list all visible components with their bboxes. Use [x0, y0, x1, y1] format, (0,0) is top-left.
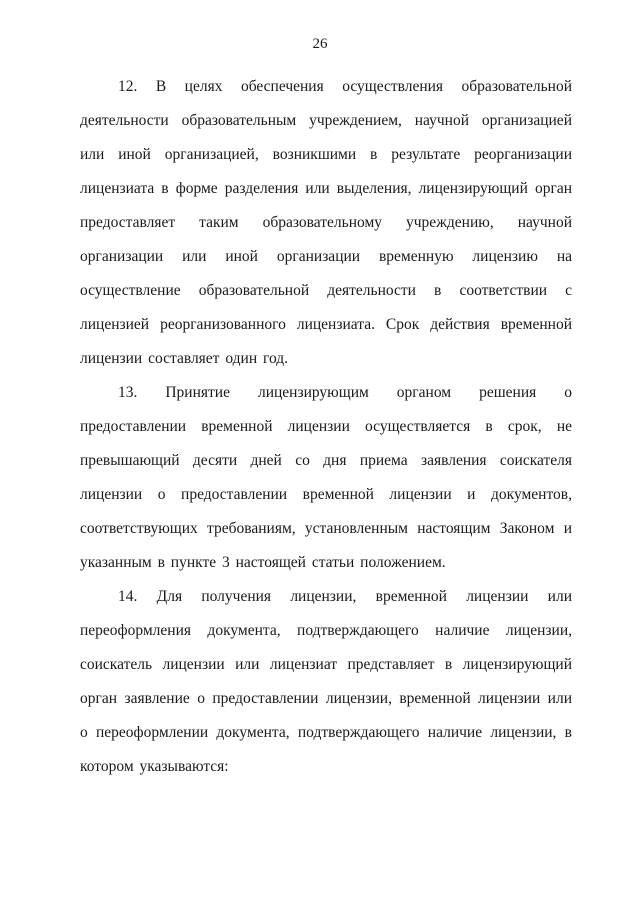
document-body: [80, 70, 572, 784]
paragraph-12: 12. В целях обеспечения осуществления образовательной деятельности образовательным учреждением, научной организацией или иной организацией, возникшими в результате реорганизации лицензиата в форме разделения или выделения, лицензирующий орган предоставляет таким образовательному учреждению, научной организации или иной организации временную лицензию на осуществление образовательной деятельности в соответствии с лицензией реорганизованного лицензиата. Срок действия временной лицензии составляет один год.: [80, 78, 572, 367]
paragraph-13: 13. Принятие лицензирующим органом решения о предоставлении временной лицензии осуществляется в срок, не превышающий десяти дней со дня приема заявления соискателя лицензии о предоставлении временной лицензии и документов, соответствующих требованиям, установленным настоящим Законом и указанным в пункте 3 настоящей статьи положением.: [80, 384, 572, 571]
page-number: 26: [312, 36, 328, 52]
paragraph-14: 14. Для получения лицензии, временной лицензии или переоформления документа, подтверждающего наличие лицензии, соискатель лицензии или лицензиат представляет в лицензирующий орган заявление о предоставлении лицензии, временной лицензии или о переоформлении документа, подтверждающего наличие лицензии, в котором указываются:: [80, 588, 572, 775]
